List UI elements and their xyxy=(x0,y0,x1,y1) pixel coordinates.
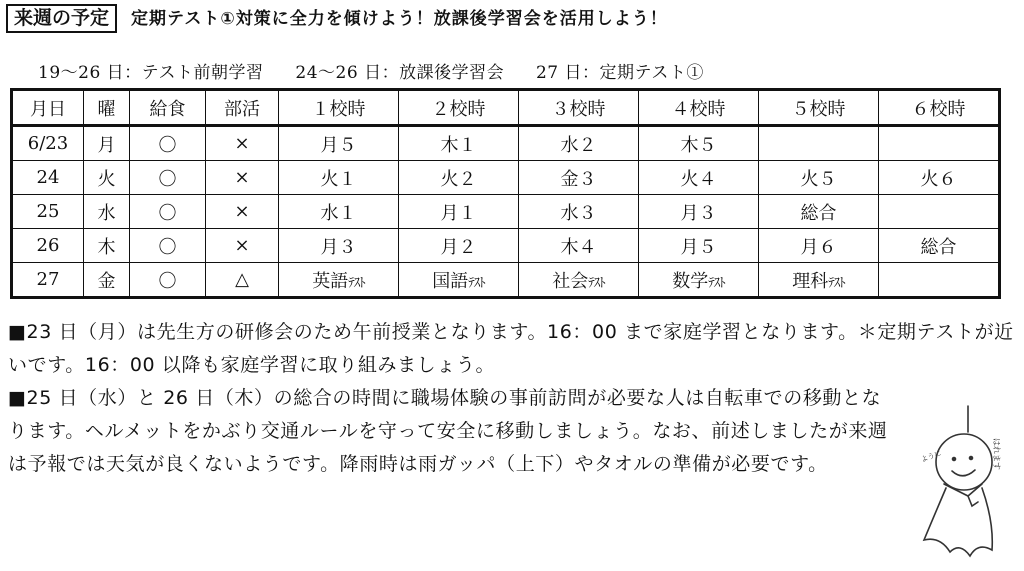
cell-dow: 火 xyxy=(84,161,130,195)
cell-period: 月２ xyxy=(399,229,519,263)
cell-dow: 木 xyxy=(84,229,130,263)
test-subject: 社会 xyxy=(552,270,589,292)
cell-club: × xyxy=(206,126,279,161)
cell-period: 木１ xyxy=(399,126,519,161)
cell-period: 月１ xyxy=(399,195,519,229)
col-period-1: １校時 xyxy=(279,90,399,126)
cell-test xyxy=(639,263,759,298)
cell-lunch: 〇 xyxy=(130,126,206,161)
page-title: 来週の予定 xyxy=(6,4,117,33)
col-period-6: ６校時 xyxy=(879,90,1000,126)
cell-period: 月３ xyxy=(279,229,399,263)
table-row xyxy=(12,263,1000,298)
cell-period: 水３ xyxy=(519,195,639,229)
cell-period: 火４ xyxy=(639,161,759,195)
col-period-5: ５校時 xyxy=(759,90,879,126)
test-subject: 国語 xyxy=(432,270,469,292)
notice-paragraph: ■23 日（月）は先生方の研修会のため午前授業となります。16：00 まで家庭学習となります。＊定期テストが近いです。16：00 以降も家庭学習に取り組みましょう。 xyxy=(8,321,1014,376)
cell-period: 総合 xyxy=(879,229,1000,263)
cell-club: △ xyxy=(206,263,279,298)
cell-lunch: 〇 xyxy=(130,161,206,195)
table-row xyxy=(12,161,1000,195)
cell-date: 26 xyxy=(12,229,84,263)
cell-period xyxy=(879,126,1000,161)
cell-lunch: 〇 xyxy=(130,229,206,263)
col-period-2: ２校時 xyxy=(399,90,519,126)
cell-period: 総合 xyxy=(759,195,879,229)
header xyxy=(6,4,668,33)
col-period-4: ４校時 xyxy=(639,90,759,126)
col-period-3: ３校時 xyxy=(519,90,639,126)
doll-text: ように xyxy=(919,449,943,464)
schedule-item: 27 日：定期テスト① xyxy=(535,63,704,83)
cell-period: 火６ xyxy=(879,161,1000,195)
cell-period xyxy=(879,263,1000,298)
table-row xyxy=(12,195,1000,229)
cell-test xyxy=(519,263,639,298)
col-dow: 曜 xyxy=(84,90,130,126)
table-row xyxy=(12,126,1000,161)
cell-period: 金３ xyxy=(519,161,639,195)
slogan: 定期テスト①対策に全力を傾けよう！放課後学習会を活用しよう！ xyxy=(131,8,668,29)
cell-lunch: 〇 xyxy=(130,263,206,298)
col-lunch: 給食 xyxy=(130,90,206,126)
test-label: ﾃｽﾄ xyxy=(348,275,365,291)
schedule-line xyxy=(38,58,730,83)
cell-club: × xyxy=(206,195,279,229)
test-label: ﾃｽﾄ xyxy=(468,275,485,291)
test-label: ﾃｽﾄ xyxy=(588,275,605,291)
schedule-item: 19～26 日：テスト前朝学習 xyxy=(38,63,264,83)
teru-teru-bozu-icon xyxy=(908,404,1018,564)
test-label: ﾃｽﾄ xyxy=(708,275,725,291)
cell-period: 火５ xyxy=(759,161,879,195)
cell-period: 月５ xyxy=(639,229,759,263)
cell-period xyxy=(759,126,879,161)
cell-period: 火１ xyxy=(279,161,399,195)
test-label: ﾃｽﾄ xyxy=(828,275,845,291)
test-subject: 英語 xyxy=(312,270,349,292)
test-subject: 数学 xyxy=(672,270,709,292)
cell-period: 木４ xyxy=(519,229,639,263)
table-row xyxy=(12,229,1000,263)
cell-date: 27 xyxy=(12,263,84,298)
cell-test xyxy=(399,263,519,298)
col-date: 月日 xyxy=(12,90,84,126)
header-row xyxy=(12,90,1000,126)
notices xyxy=(8,316,1020,481)
cell-dow: 月 xyxy=(84,126,130,161)
cell-period: 月３ xyxy=(639,195,759,229)
col-club: 部活 xyxy=(206,90,279,126)
cell-club: × xyxy=(206,229,279,263)
test-subject: 理科 xyxy=(792,270,829,292)
cell-period: 水１ xyxy=(279,195,399,229)
doll-text: はれます xyxy=(992,438,1001,470)
cell-dow: 水 xyxy=(84,195,130,229)
cell-period: 水２ xyxy=(519,126,639,161)
cell-test xyxy=(759,263,879,298)
cell-period xyxy=(879,195,1000,229)
cell-period: 月６ xyxy=(759,229,879,263)
cell-date: 6/23 xyxy=(12,126,84,161)
cell-dow: 金 xyxy=(84,263,130,298)
cell-lunch: 〇 xyxy=(130,195,206,229)
cell-test xyxy=(279,263,399,298)
schedule-item: 24～26 日：放課後学習会 xyxy=(295,63,505,83)
cell-period: 月５ xyxy=(279,126,399,161)
cell-club: × xyxy=(206,161,279,195)
cell-period: 木５ xyxy=(639,126,759,161)
notice-paragraph: ■25 日（水）と 26 日（木）の総合の時間に職場体験の事前訪問が必要な人は自転車での移動となります。ヘルメットをかぶり交通ルールを守って安全に移動しましょう。なお、前述しましたが来週は予報では天気が良くないようです。降雨時は雨ガッパ（上下）やタオルの準備が必要です。 xyxy=(8,387,888,475)
cell-date: 25 xyxy=(12,195,84,229)
cell-date: 24 xyxy=(12,161,84,195)
cell-period: 火２ xyxy=(399,161,519,195)
timetable xyxy=(10,88,1001,299)
